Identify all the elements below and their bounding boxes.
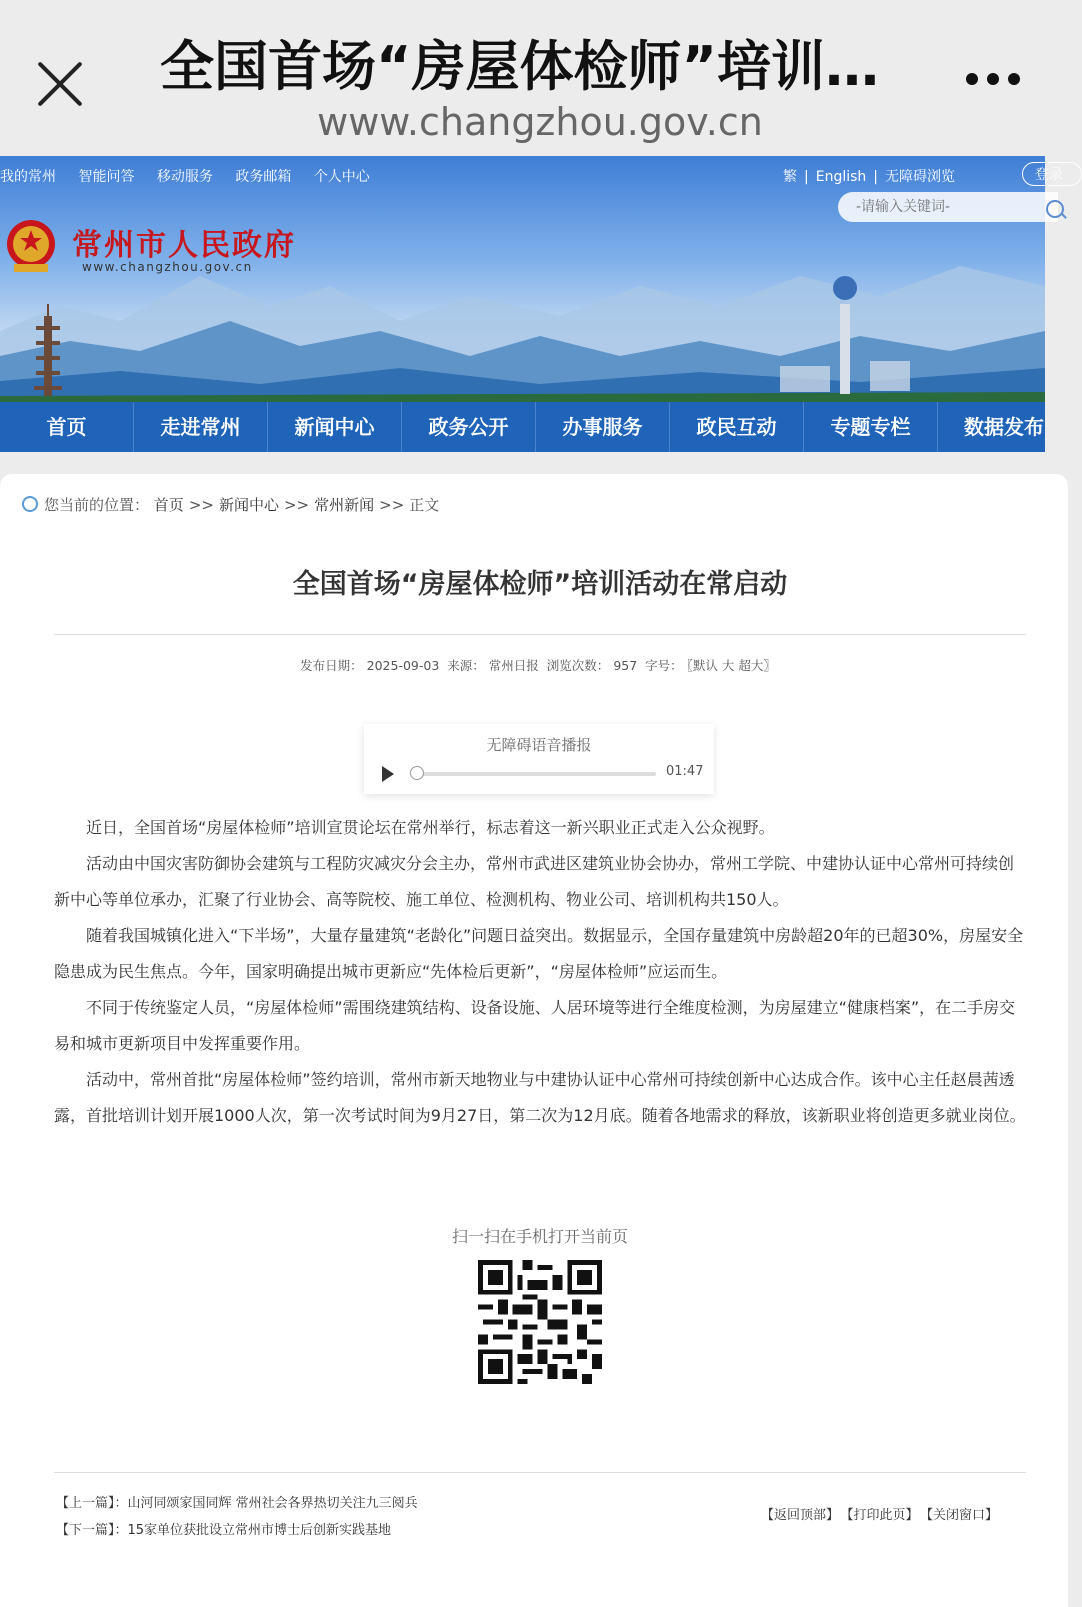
qr-code-icon	[478, 1260, 602, 1384]
footer-actions	[753, 1504, 998, 1523]
breadcrumb-changzhou-news[interactable]: 常州新闻	[314, 496, 375, 514]
nav-item-news-center[interactable]: 新闻中心	[268, 402, 402, 452]
util-link-smart-qa[interactable]: 智能问答	[78, 169, 135, 185]
source-value: 常州日报	[488, 658, 539, 673]
breadcrumb-current: 正文	[409, 496, 440, 514]
audio-progress-thumb[interactable]	[410, 766, 424, 780]
close-window-link[interactable]: 【关闭窗口】	[926, 1508, 998, 1523]
location-icon	[22, 496, 38, 512]
next-label: 【下一篇】：	[56, 1523, 128, 1538]
util-link-personal-center[interactable]: 个人中心	[313, 169, 370, 185]
article-paragraph: 活动由中国灾害防御协会建筑与工程防灾减灾分会主办，常州市武进区建筑业协会协办，常州工学院、中建协认证中心常州可持续创新中心等单位承办，汇聚了行业协会、高等院校、施工单位、检测机构、物业公司、培训机构共150人。	[54, 854, 1015, 909]
audio-duration: 01:47	[666, 764, 704, 779]
article-body	[54, 810, 1026, 1134]
print-page-link[interactable]: 【打印此页】	[846, 1508, 919, 1523]
search-input[interactable]	[854, 198, 1038, 216]
audio-title: 无障碍语音播报	[486, 736, 592, 754]
article-paragraph: 活动中，常州首批“房屋体检师”签约培训，常州市新天地物业与中建协认证中心常州可持续创新中心达成合作。该中心主任赵晨茜透露，首批培训计划开展1000人次，第一次考试时间为9月27日，第二次为12月底。随着各地需求的释放，该新职业将创造更多就业岗位。	[54, 1070, 1026, 1125]
date-label: 发布日期：	[300, 658, 363, 673]
util-link-gov-mail[interactable]: 政务邮箱	[235, 169, 292, 185]
browser-url: www.changzhou.gov.cn	[317, 100, 763, 144]
more-options-icon[interactable]	[966, 70, 1046, 100]
nav-item-about-changzhou[interactable]: 走进常州	[134, 402, 268, 452]
util-separator: |	[873, 169, 878, 185]
breadcrumb-home[interactable]: 首页	[153, 496, 184, 514]
publish-date: 2025-09-03	[366, 658, 440, 673]
play-icon[interactable]	[382, 766, 394, 782]
util-link-mobile-service[interactable]: 移动服务	[156, 169, 213, 185]
views-count: 957	[613, 658, 638, 673]
login-button[interactable]: 登录	[1022, 162, 1082, 186]
breadcrumb-separator: >>	[283, 496, 310, 514]
accessible-browse-link[interactable]: 无障碍浏览	[885, 169, 955, 185]
main-nav	[0, 402, 1045, 452]
search-box	[838, 192, 1058, 222]
divider	[54, 634, 1026, 635]
breadcrumb-news-center[interactable]: 新闻中心	[218, 496, 279, 514]
national-emblem-icon	[4, 216, 58, 276]
font-size-label: 字号：	[645, 658, 683, 673]
prev-next-links	[56, 1490, 418, 1544]
utility-nav-left	[0, 166, 388, 186]
utility-nav-right	[783, 166, 955, 186]
search-icon[interactable]	[1046, 200, 1064, 218]
nav-item-services[interactable]: 办事服务	[536, 402, 670, 452]
font-size-options[interactable]: 〖默认 大 超大〗	[686, 658, 776, 673]
util-link-my-changzhou[interactable]: 我的常州	[0, 169, 56, 185]
nav-item-data-release[interactable]: 数据发布	[964, 415, 1044, 439]
next-article	[56, 1517, 418, 1544]
nav-item-gov-disclosure[interactable]: 政务公开	[402, 402, 536, 452]
article-container	[0, 474, 1068, 1607]
nav-item-home[interactable]: 首页	[0, 402, 134, 452]
breadcrumb-separator: >>	[379, 496, 405, 514]
article-title: 全国首场“房屋体检师”培训活动在常启动	[292, 569, 788, 600]
traditional-chinese-link[interactable]: 繁	[783, 169, 797, 185]
nav-item-special-topics[interactable]: 专题专栏	[804, 402, 938, 452]
article-meta	[0, 656, 1080, 674]
breadcrumb-separator: >>	[188, 496, 214, 514]
audio-progress-bar[interactable]	[416, 772, 656, 776]
divider	[54, 1472, 1026, 1473]
back-to-top-link[interactable]: 【返回顶部】	[760, 1508, 839, 1523]
site-domain: www.changzhou.gov.cn	[82, 260, 253, 274]
util-separator: |	[804, 169, 809, 185]
breadcrumb	[22, 494, 439, 515]
audio-player	[364, 724, 714, 794]
source-label: 来源：	[447, 658, 485, 673]
views-label: 浏览次数：	[546, 658, 610, 673]
article-paragraph: 近日，全国首场“房屋体检师”培训宣贯论坛在常州举行，标志着这一新兴职业正式走入公众视野。	[86, 818, 775, 837]
nav-item-interaction[interactable]: 政民互动	[670, 402, 804, 452]
prev-article	[56, 1490, 418, 1517]
prev-article-link[interactable]: 山河同颂家国同辉 常州社会各界热切关注九三阅兵	[127, 1496, 418, 1511]
article-paragraph: 随着我国城镇化进入“下半场”，大量存量建筑“老龄化”问题日益突出。数据显示，全国存量建筑中房龄超20年的已超30%，房屋安全隐患成为民生焦点。今年，国家明确提出城市更新应“先体检后更新”，“房屋体检师”应运而生。	[54, 926, 1024, 981]
english-link[interactable]: English	[815, 169, 867, 185]
site-name: 常州市人民政府	[72, 228, 296, 263]
qr-label: 扫一扫在手机打开当前页	[451, 1227, 628, 1246]
next-article-link[interactable]: 15家单位获批设立常州市博士后创新实践基地	[127, 1523, 392, 1538]
breadcrumb-prefix: 您当前的位置：	[44, 496, 150, 514]
browser-top-bar	[0, 0, 1080, 156]
browser-page-title: 全国首场“房屋体检师”培训…	[160, 35, 879, 98]
site-header	[0, 156, 1063, 452]
prev-label: 【上一篇】：	[56, 1496, 128, 1511]
article-paragraph: 不同于传统鉴定人员，“房屋体检师”需围绕建筑结构、设备设施、人居环境等进行全维度检测，为房屋建立“健康档案”，在二手房交易和城市更新项目中发挥重要作用。	[54, 998, 1016, 1053]
